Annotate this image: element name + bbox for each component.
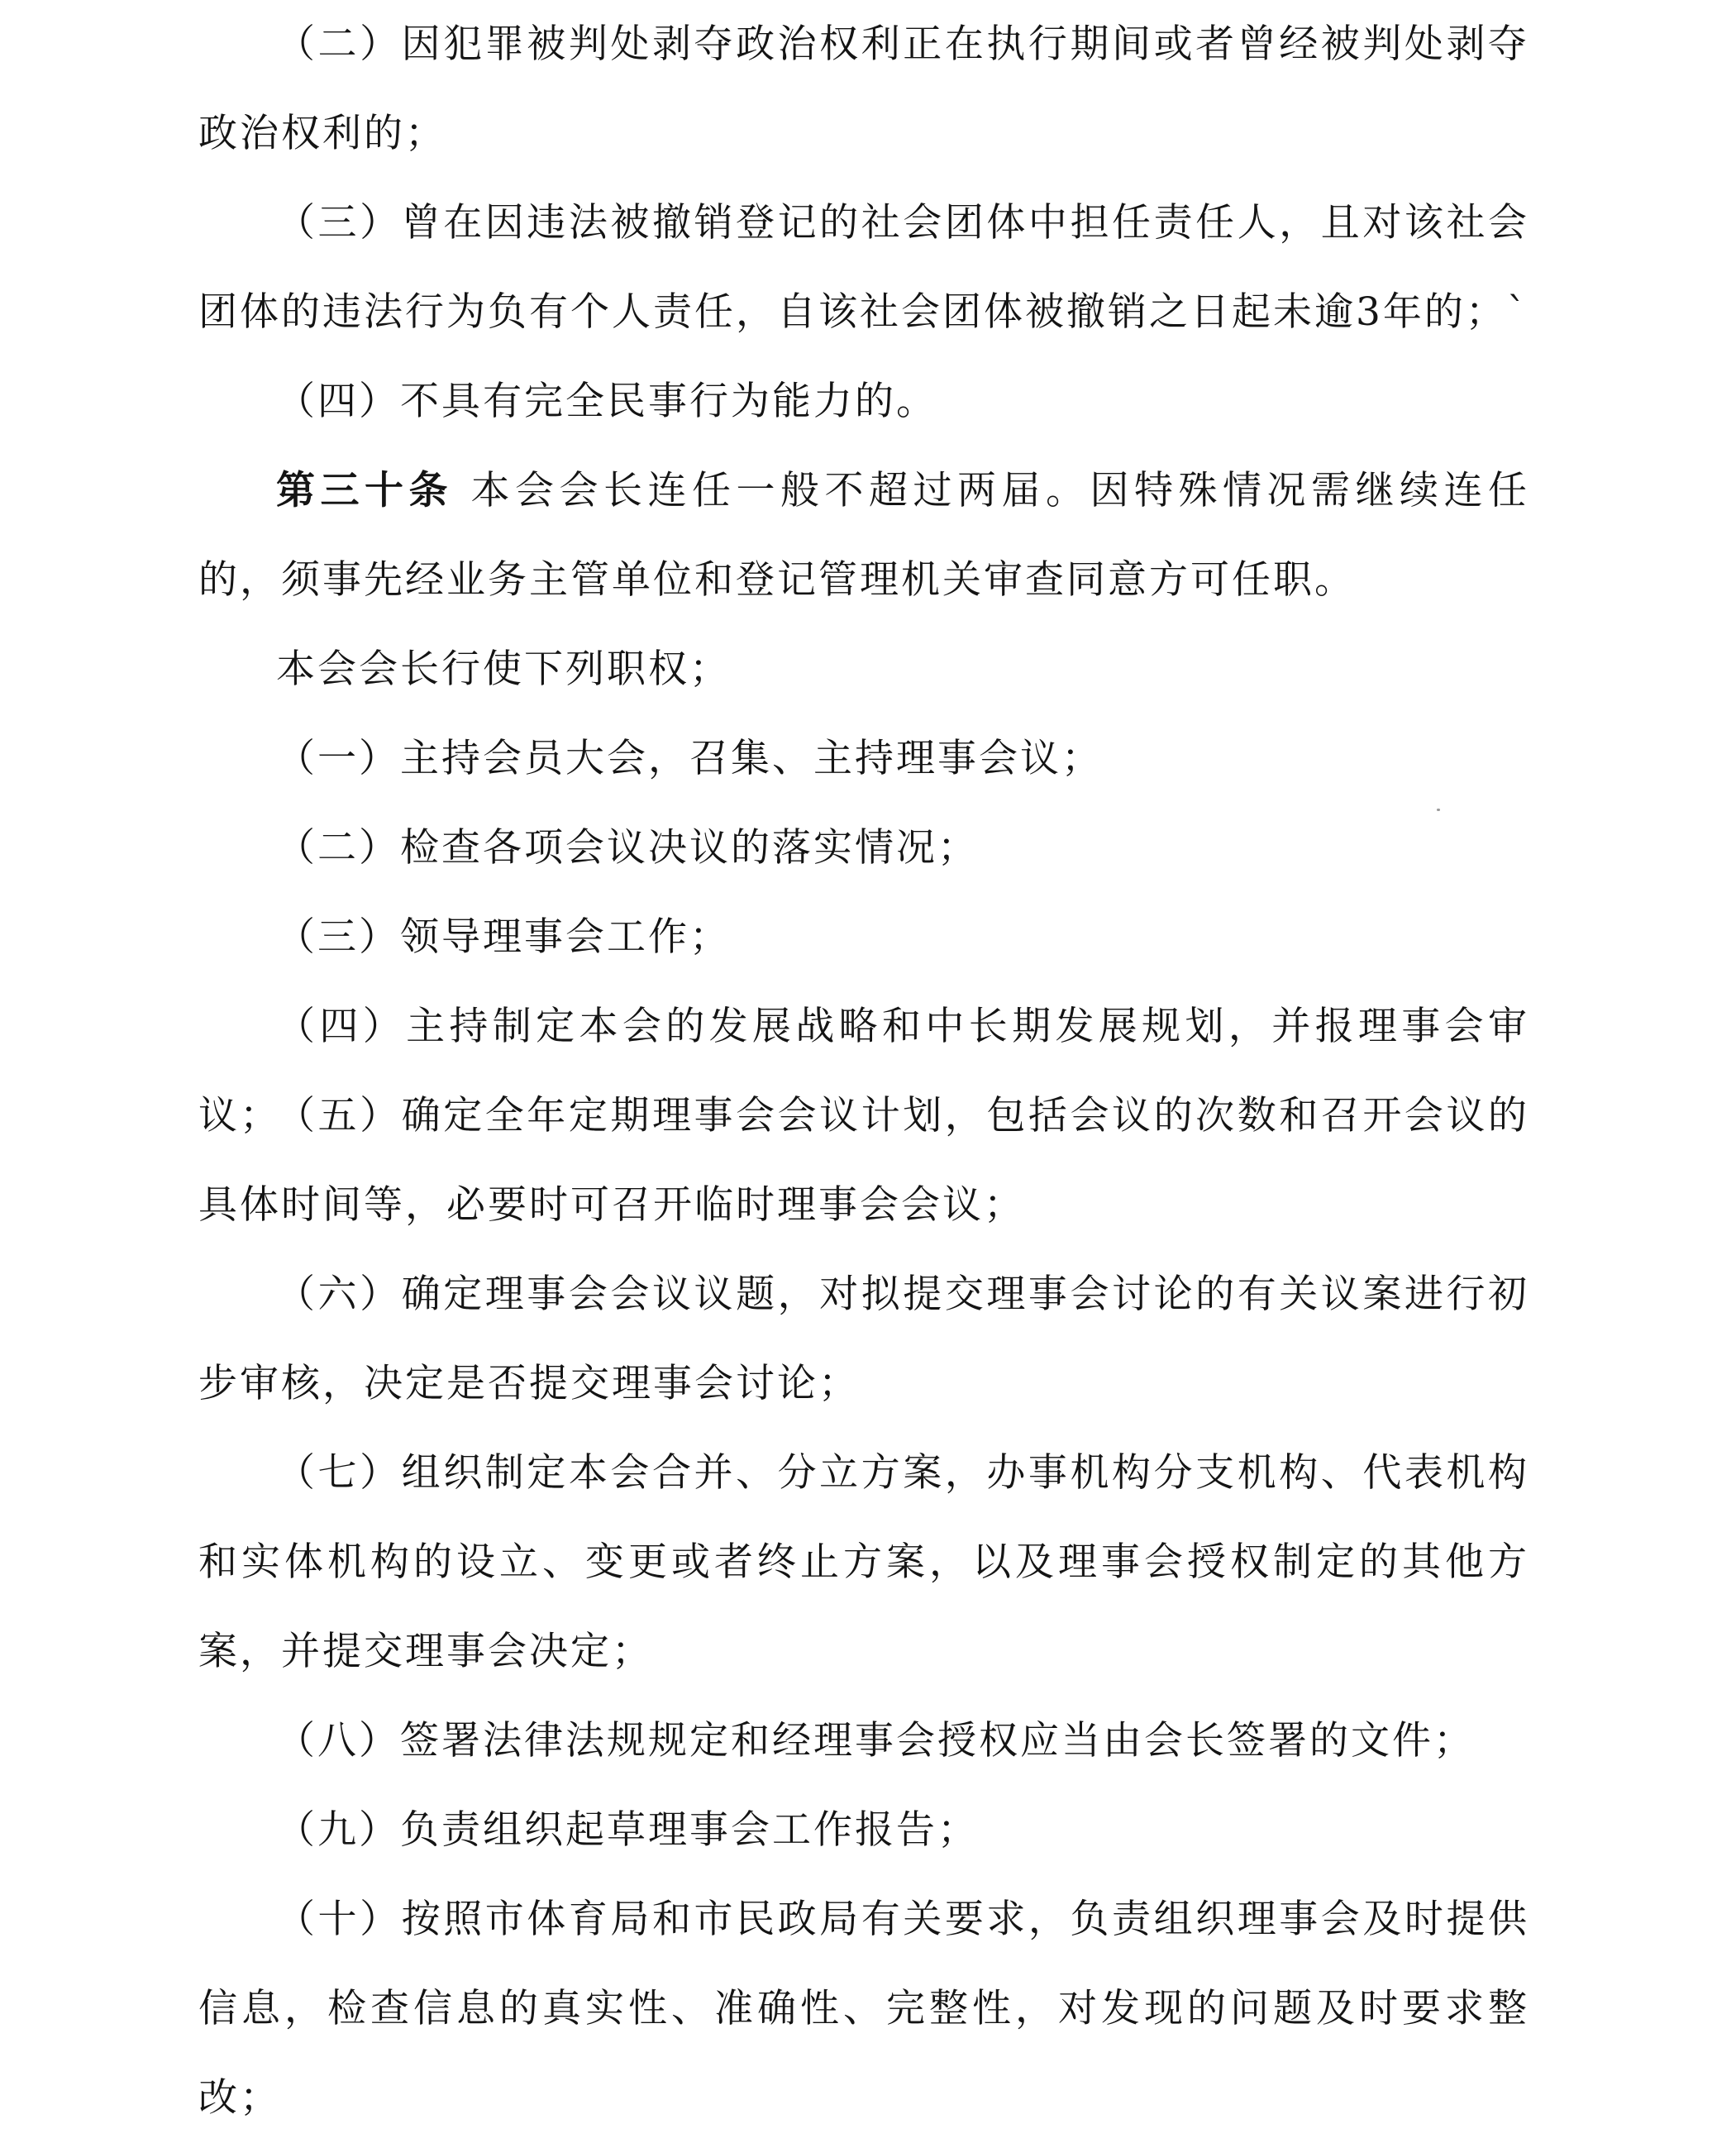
power-item-8 <box>198 1697 1529 1786</box>
paragraph-text: （二）因犯罪被判处剥夺政治权利正在执行期间或者曾经被判处剥夺政治权利的； <box>198 21 1529 156</box>
scan-speck <box>1437 809 1440 811</box>
paragraph-text: （三）领导理事会工作； <box>276 914 731 960</box>
paragraph-powers-intro <box>198 625 1529 714</box>
paragraph-text: （一）主持会员大会，召集、主持理事会议； <box>276 736 1103 781</box>
power-item-3 <box>198 893 1529 982</box>
paragraph-clause-2 <box>198 0 1529 179</box>
paragraph-text: （四）主持制定本会的发展战略和中长期发展规划，并报理事会审议； <box>198 1004 1529 1138</box>
power-item-5 <box>198 1072 1529 1250</box>
article-30 <box>198 446 1529 625</box>
paragraph-text: （八）签署法律法规规定和经理事会授权应当由会长签署的文件； <box>276 1718 1475 1764</box>
power-item-6 <box>198 1250 1529 1429</box>
paragraph-clause-4 <box>198 357 1529 446</box>
article-heading: 第三十条 <box>276 468 454 513</box>
paragraph-text: （十）按照市体育局和市民政局有关要求，负责组织理事会及时提供信息，检查信息的真实性、准确性、完整性，对发现的问题及时要求整改； <box>198 1897 1529 2121</box>
paragraph-text: （四）不具有完全民事行为能力的。 <box>276 379 937 424</box>
paragraph-text: （二）检查各项会议决议的落实情况； <box>276 825 979 871</box>
power-item-1 <box>198 714 1529 804</box>
power-item-9 <box>198 1786 1529 1875</box>
power-item-7 <box>198 1429 1529 1697</box>
paragraph-text: （九）负责组织起草理事会工作报告； <box>276 1807 979 1853</box>
paragraph-clause-3 <box>198 179 1529 357</box>
power-item-2 <box>198 804 1529 893</box>
article-body: 本会会长连任一般不超过两届。因特殊情况需继续连任的，须事先经业务主管单位和登记管理机关审查同意方可任职。 <box>198 468 1529 603</box>
paragraph-text: （七）组织制定本会合并、分立方案，办事机构分支机构、代表机构和实体机构的设立、变更或者终止方案，以及理事会授权制定的其他方案，并提交理事会决定； <box>198 1450 1529 1674</box>
paragraph-text: （五）确定全年定期理事会会议计划，包括会议的次数和召开会议的具体时间等，必要时可召开临时理事会会议； <box>198 1093 1529 1228</box>
paragraph-text: （六）确定理事会会议议题，对拟提交理事会讨论的有关议案进行初步审核，决定是否提交理事会讨论； <box>198 1272 1529 1406</box>
power-item-10 <box>198 1875 1529 2143</box>
paragraph-text: 本会会长行使下列职权； <box>276 647 731 692</box>
paragraph-text: （三）曾在因违法被撤销登记的社会团体中担任责任人，且对该社会团体的违法行为负有个人责任，自该社会团体被撤销之日起未逾3年的；` <box>198 200 1529 335</box>
